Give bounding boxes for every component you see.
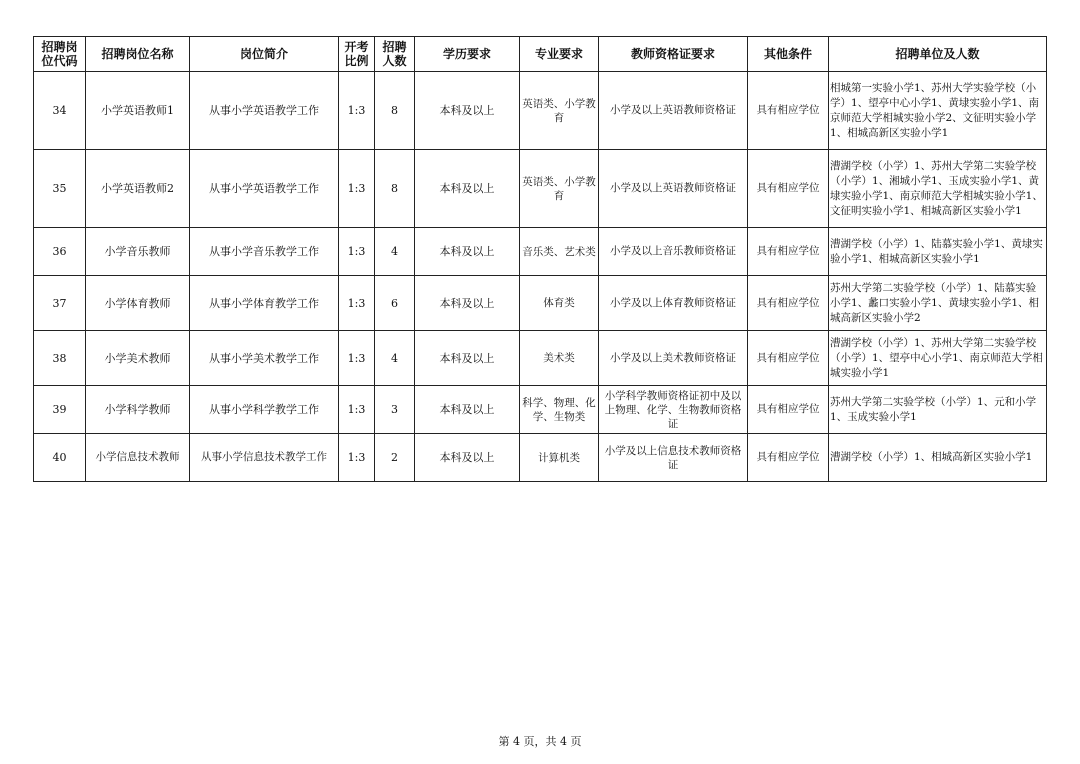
table-row [34,386,1047,434]
cell-post-intro: 从事小学音乐教学工作 [190,228,339,276]
table-row [34,72,1047,150]
cell-certificate: 小学及以上英语教师资格证 [599,72,748,150]
cell-code: 39 [34,386,86,434]
cell-code: 35 [34,150,86,228]
cell-exam-ratio: 1:3 [339,331,375,386]
table-row [34,276,1047,331]
cell-certificate: 小学及以上音乐教师资格证 [599,228,748,276]
cell-major: 计算机类 [520,434,599,482]
cell-other: 具有相应学位 [748,331,829,386]
cell-post-intro: 从事小学科学教学工作 [190,386,339,434]
cell-headcount: 8 [375,72,415,150]
cell-certificate: 小学及以上信息技术教师资格证 [599,434,748,482]
cell-post-name: 小学英语教师1 [86,72,190,150]
cell-other: 具有相应学位 [748,150,829,228]
cell-certificate: 小学及以上英语教师资格证 [599,150,748,228]
cell-post-name: 小学体育教师 [86,276,190,331]
header-other: 其他条件 [748,37,829,72]
recruitment-table [33,36,1047,482]
header-code: 招聘岗位代码 [34,37,86,72]
table-row [34,150,1047,228]
cell-headcount: 8 [375,150,415,228]
cell-exam-ratio: 1:3 [339,72,375,150]
cell-other: 具有相应学位 [748,276,829,331]
header-post-name: 招聘岗位名称 [86,37,190,72]
cell-major: 体育类 [520,276,599,331]
cell-exam-ratio: 1:3 [339,150,375,228]
cell-exam-ratio: 1:3 [339,434,375,482]
cell-certificate: 小学及以上美术教师资格证 [599,331,748,386]
cell-units: 漕湖学校（小学）1、陆慕实验小学1、黄埭实验小学1、相城高新区实验小学1 [829,228,1047,276]
cell-units: 漕湖学校（小学）1、苏州大学第二实验学校（小学）1、湘城小学1、玉成实验小学1、黄埭实验小学1、南京师范大学相城实验小学1、文征明实验小学1、相城高新区实验小学1 [829,150,1047,228]
cell-other: 具有相应学位 [748,434,829,482]
cell-major: 音乐类、艺术类 [520,228,599,276]
cell-education: 本科及以上 [415,150,520,228]
cell-exam-ratio: 1:3 [339,386,375,434]
cell-code: 38 [34,331,86,386]
cell-post-intro: 从事小学英语教学工作 [190,150,339,228]
cell-headcount: 2 [375,434,415,482]
cell-certificate: 小学及以上体育教师资格证 [599,276,748,331]
cell-code: 34 [34,72,86,150]
header-post-intro: 岗位简介 [190,37,339,72]
cell-post-name: 小学信息技术教师 [86,434,190,482]
cell-other: 具有相应学位 [748,386,829,434]
cell-post-name: 小学美术教师 [86,331,190,386]
cell-units: 漕湖学校（小学）1、相城高新区实验小学1 [829,434,1047,482]
header-certificate: 教师资格证要求 [599,37,748,72]
cell-post-name: 小学音乐教师 [86,228,190,276]
table-row [34,228,1047,276]
header-units: 招聘单位及人数 [829,37,1047,72]
cell-headcount: 4 [375,331,415,386]
cell-education: 本科及以上 [415,434,520,482]
page-number: 第 4 页，共 4 页 [498,735,582,748]
cell-education: 本科及以上 [415,331,520,386]
cell-headcount: 6 [375,276,415,331]
cell-post-intro: 从事小学体育教学工作 [190,276,339,331]
cell-other: 具有相应学位 [748,228,829,276]
cell-units: 漕湖学校（小学）1、苏州大学第二实验学校（小学）1、望亭中心小学1、南京师范大学相城实验小学1 [829,331,1047,386]
cell-other: 具有相应学位 [748,72,829,150]
cell-code: 40 [34,434,86,482]
cell-units: 相城第一实验小学1、苏州大学实验学校（小学）1、望亭中心小学1、黄埭实验小学1、南京师范大学相城实验小学2、文征明实验小学1、相城高新区实验小学1 [829,72,1047,150]
cell-post-intro: 从事小学美术教学工作 [190,331,339,386]
table-row [34,331,1047,386]
cell-education: 本科及以上 [415,386,520,434]
cell-units: 苏州大学第二实验学校（小学）1、陆慕实验小学1、蠡口实验小学1、黄埭实验小学1、相城高新区实验小学2 [829,276,1047,331]
cell-exam-ratio: 1:3 [339,276,375,331]
cell-post-name: 小学英语教师2 [86,150,190,228]
cell-code: 37 [34,276,86,331]
table-row [34,434,1047,482]
cell-certificate: 小学科学教师资格证初中及以上物理、化学、生物教师资格证 [599,386,748,434]
cell-units: 苏州大学第二实验学校（小学）1、元和小学1、玉成实验小学1 [829,386,1047,434]
header-exam-ratio: 开考比例 [339,37,375,72]
cell-education: 本科及以上 [415,72,520,150]
cell-major: 英语类、小学教育 [520,150,599,228]
header-headcount: 招聘人数 [375,37,415,72]
cell-post-intro: 从事小学英语教学工作 [190,72,339,150]
cell-post-name: 小学科学教师 [86,386,190,434]
cell-major: 美术类 [520,331,599,386]
cell-post-intro: 从事小学信息技术教学工作 [190,434,339,482]
cell-headcount: 3 [375,386,415,434]
cell-education: 本科及以上 [415,276,520,331]
cell-education: 本科及以上 [415,228,520,276]
cell-major: 英语类、小学教育 [520,72,599,150]
header-education: 学历要求 [415,37,520,72]
header-major: 专业要求 [520,37,599,72]
cell-major: 科学、物理、化学、生物类 [520,386,599,434]
cell-exam-ratio: 1:3 [339,228,375,276]
cell-headcount: 4 [375,228,415,276]
header-row [34,37,1047,72]
cell-code: 36 [34,228,86,276]
